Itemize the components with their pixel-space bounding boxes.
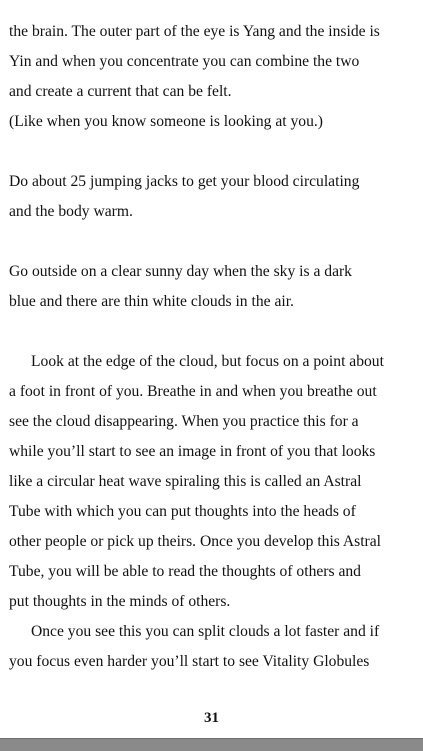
text-line: put thoughts in the minds of others. [9,593,231,610]
paragraph-spacer [9,137,417,167]
text-line: (Like when you know someone is looking at you.) [9,113,323,130]
text-line: blue and there are thin white clouds in the air. [9,293,294,310]
bottom-edge-bar [0,738,423,751]
text-line: Yin and when you concentrate you can combine the two [9,53,360,70]
text-line: like a circular heat wave spiraling this is called an Astral [9,473,362,490]
text-line: Look at the edge of the cloud, but focus on a point about [31,353,384,370]
text-line: Tube with which you can put thoughts into the heads of [9,503,356,520]
text-line: Tube, you will be able to read the thoughts of others and [9,563,361,580]
text-line: the brain. The outer part of the eye is Yang and the inside is [9,23,380,40]
paragraph [9,617,417,677]
paragraph-spacer [9,227,417,257]
text-line: while you’ll start to see an image in front of you that looks [9,443,376,460]
body-text [9,17,417,677]
paragraph [9,347,417,617]
text-line: other people or pick up theirs. Once you develop this Astral [9,533,381,550]
text-line: and the body warm. [9,203,133,220]
text-line: Go outside on a clear sunny day when the sky is a dark [9,263,352,280]
text-line: Do about 25 jumping jacks to get your blood circulating [9,173,360,190]
text-line: see the cloud disappearing. When you practice this for a [9,413,359,430]
text-line: and create a current that can be felt. [9,83,232,100]
page-number: 31 [204,710,219,726]
paragraph-spacer [9,317,417,347]
paragraph [9,17,417,137]
text-line: a foot in front of you. Breathe in and when you breathe out [9,383,377,400]
text-line: you focus even harder you’ll start to see Vitality Globules [9,653,370,670]
text-line: Once you see this you can split clouds a lot faster and if [31,623,380,640]
paragraph [9,257,417,317]
paragraph [9,167,417,227]
